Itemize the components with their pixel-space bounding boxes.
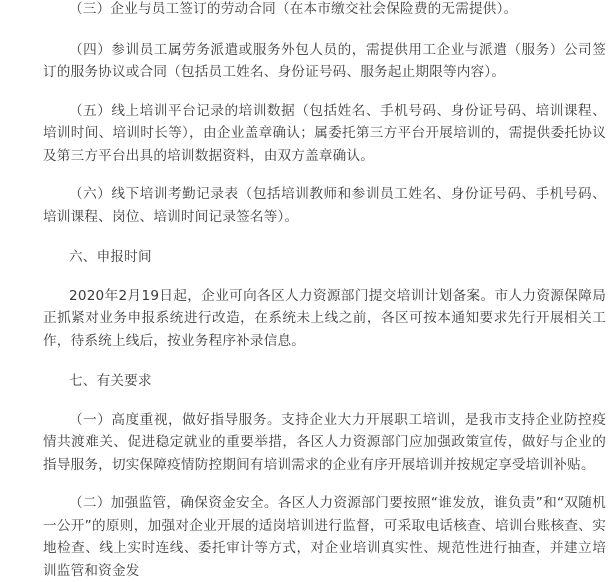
paragraph-labor-contract: （三）企业与员工签订的劳动合同（在本市缴交社会保险费的无需提供）。 (69, 1, 518, 17)
paragraph-dispatch-agreement: （四）参训员工属劳务派遣或服务外包人员的，需提供用工企业与派遣（服务）公司签订的服务协议或合同（包括员工姓名、身份证号码、服务起止期限等内容）。 (43, 41, 606, 80)
paragraph-supervision: （二）加强监管，确保资金安全。各区人力资源部门要按照“谁发放，谁负责”和“双随机一公开”的原则，加强对企业开展的适岗培训进行监督，可采取电话核查、培训台账核查、实地检查、线上实时连线、委托审计等方式，对企业培训真实性、规范性进行抽查，并建立培训监管和资金发 (43, 495, 606, 579)
paragraph-declaration-time: 2020年2月19日起，企业可向各区人力资源部门提交培训计划备案。市人力资源保障局正抓紧对业务申报系统进行改造，在系统未上线之前，各区可按本通知要求先行开展相关工作，待系统上线后，按业务程序补录信息。 (43, 287, 606, 349)
paragraph-guidance-service: （一）高度重视，做好指导服务。支持企业大力开展职工培训，是我市支持企业防控疫情共渡难关、促进稳定就业的重要举措，各区人力资源部门应加强政策宣传，做好与企业的指导服务，切实保障疫情防控期间有培训需求的企业有序开展培训并按规定享受培训补贴。 (43, 411, 606, 473)
section-heading-declaration-time: 六、申报时间 (69, 249, 152, 265)
section-heading-requirements: 七、有关要求 (69, 373, 152, 389)
paragraph-online-training-data: （五）线上培训平台记录的培训数据（包括姓名、手机号码、身份证号码、培训课程、培训时间、培训时长等），由企业盖章确认；属委托第三方平台开展培训的，需提供委托协议及第三方平台出具的培训数据资料，由双方盖章确认。 (43, 102, 606, 164)
paragraph-offline-attendance: （六）线下培训考勤记录表（包括培训教师和参训员工姓名、身份证号码、手机号码、培训课程、岗位、培训时间记录签名等）。 (43, 186, 606, 225)
